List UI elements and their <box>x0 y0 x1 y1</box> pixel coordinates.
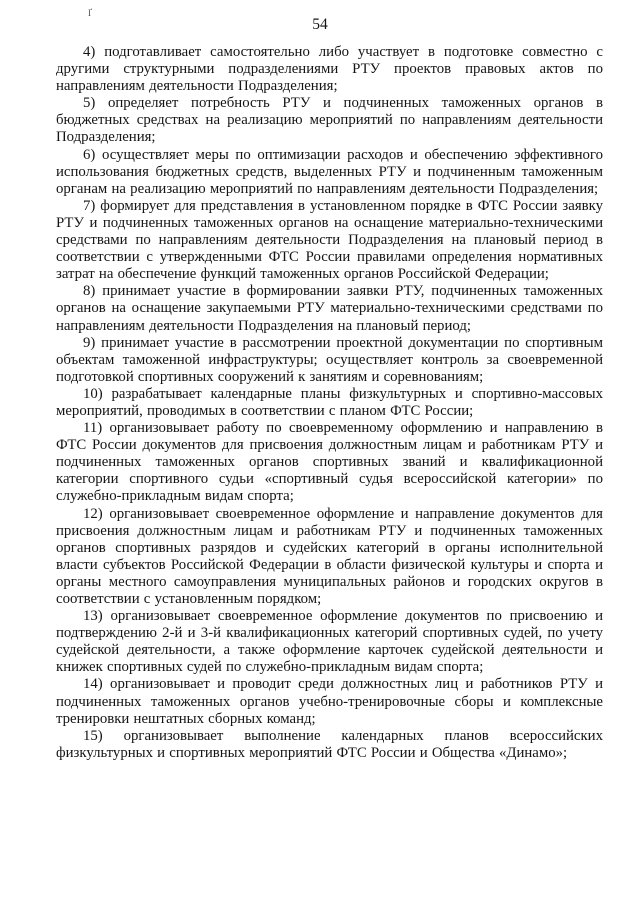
paragraph-item-8: 8) принимает участие в формировании заявки РТУ, подчиненных таможенных органов на оснащение закупаемыми РТУ материально-техническими средствами по направлениям деятельности Подразделения на плановый период; <box>56 283 603 334</box>
paragraph-item-14: 14) организовывает и проводит среди должностных лиц и работников РТУ и подчиненных таможенных органов учебно-тренировочные сборы и комплексные тренировки нештатных сборных команд; <box>56 676 603 727</box>
paragraph-item-12: 12) организовывает своевременное оформление и направление документов для присвоения должностным лицам и работникам РТУ и подчиненных таможенных органов спортивных разрядов и судейских категорий в органы исполнительной власти субъектов Российской Федерации в области физической культуры и спорта и органы местного самоуправления муниципальных районов и городских округов в соответствии с установленным порядком; <box>56 505 603 607</box>
paragraph-item-10: 10) разрабатывает календарные планы физкультурных и спортивно-массовых мероприятий, проводимых в соответствии с планом ФТС России; <box>56 385 603 419</box>
corner-mark: Ґ <box>88 8 93 18</box>
paragraph-item-15: 15) организовывает выполнение календарных планов всероссийских физкультурных и спортивных мероприятий ФТС России и Общества «Динамо»; <box>56 727 603 761</box>
paragraph-item-9: 9) принимает участие в рассмотрении проектной документации по спортивным объектам таможенной инфраструктуры; осуществляет контроль за своевременной подготовкой спортивных сооружений к занятиям и соревнованиям; <box>56 334 603 385</box>
paragraph-item-11: 11) организовывает работу по своевременному оформлению и направлению в ФТС России документов для присвоения должностным лицам и работникам РТУ и подчиненных таможенных органов спортивных званий и квалификационной категории спортивного судьи «спортивный судья всероссийской категории» по служебно-прикладным видам спорта; <box>56 420 603 505</box>
paragraph-item-5: 5) определяет потребность РТУ и подчиненных таможенных органов в бюджетных средствах на реализацию мероприятий по направлениям деятельности Подразделения; <box>56 95 603 146</box>
paragraph-item-7: 7) формирует для представления в установленном порядке в ФТС России заявку РТУ и подчиненных таможенных органов на оснащение материально-техническими средствами по направлениям деятельности Подразделения на плановый период в соответствии с утвержденными ФТС России правилами определения нормативных затрат на обеспечение функций таможенных органов Российской Федерации; <box>56 197 603 283</box>
paragraph-item-6: 6) осуществляет меры по оптимизации расходов и обеспечению эффективного использования бюджетных средств, выделенных РТУ и подчиненным таможенным органам на реализацию мероприятий по направлениям деятельности Подразделения; <box>56 146 603 197</box>
document-body <box>56 44 603 762</box>
paragraph-item-4: 4) подготавливает самостоятельно либо участвует в подготовке совместно с другими структурными подразделениями РТУ проектов правовых актов по направлениям деятельности Подразделения; <box>56 44 603 95</box>
page-number: 54 <box>312 16 328 33</box>
paragraph-item-13: 13) организовывает своевременное оформление документов по присвоению и подтверждению 2-й и 3-й квалификационных категорий спортивных судей, по учету судейской деятельности, а также оформление карточек судейской деятельности и книжек спортивных судей по служебно-прикладным видам спорта; <box>56 608 603 676</box>
